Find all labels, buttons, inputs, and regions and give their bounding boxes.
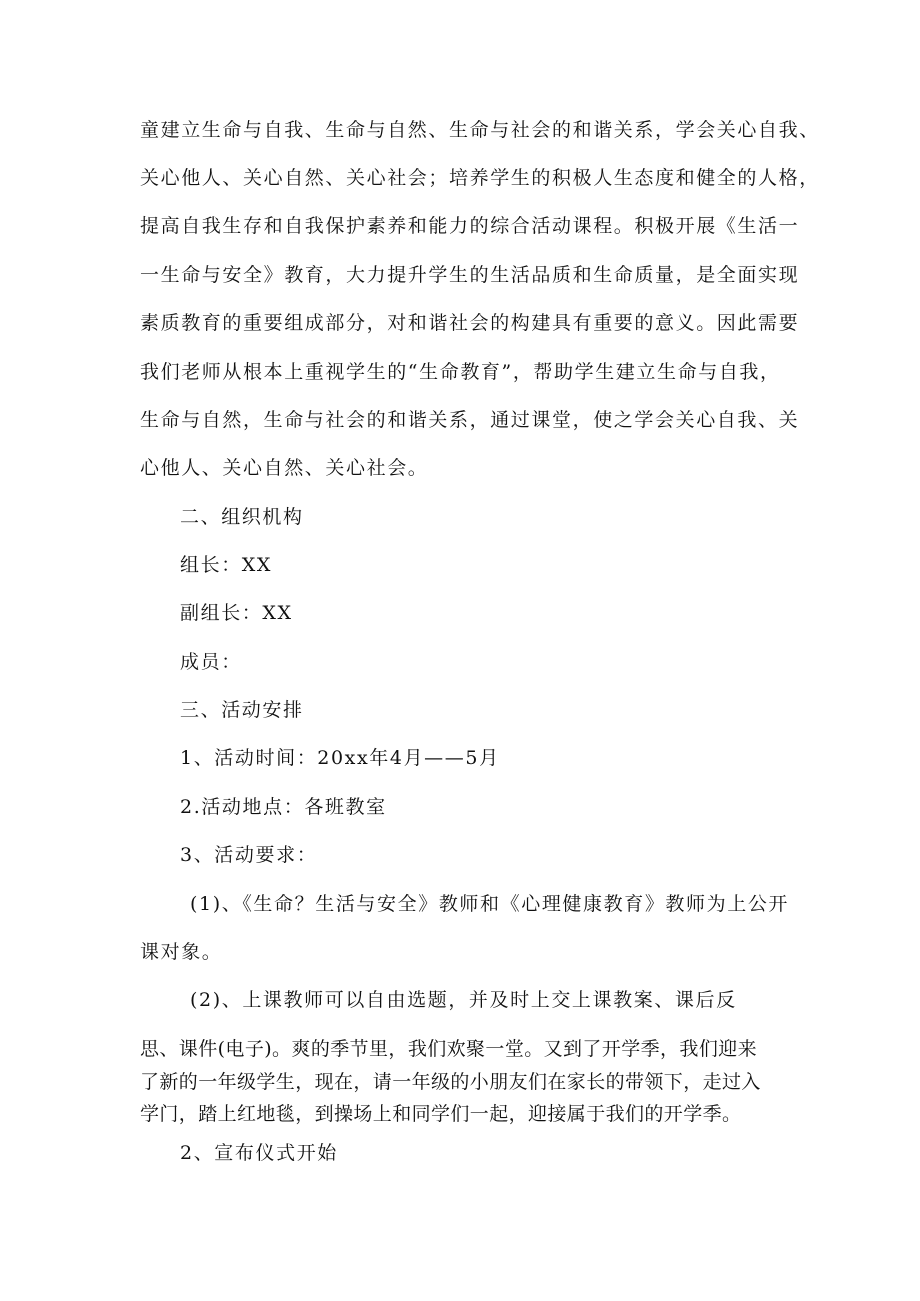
vice-leader-line: 副组长：XX	[180, 602, 293, 624]
section-heading-activities: 三、活动安排	[180, 699, 304, 721]
section-heading-organization: 二、组织机构	[180, 506, 304, 528]
requirement-1-line: 课对象。	[140, 941, 223, 963]
paragraph-line: 生命与自然，生命与社会的和谐关系，通过课堂，使之学会关心自我、关	[140, 409, 800, 431]
members-line: 成员：	[180, 651, 242, 673]
requirement-2-line: 了新的一年级学生，现在，请一年级的小朋友们在家长的带领下，走过入	[140, 1071, 761, 1093]
paragraph-line: 一生命与安全》教育，大力提升学生的生活品质和生命质量，是全面实现	[140, 264, 800, 286]
requirement-2-line: (2)、上课教师可以自由选题，并及时上交上课教案、课后反	[190, 989, 737, 1011]
paragraph-line: 素质教育的重要组成部分，对和谐社会的构建具有重要的意义。因此需要	[140, 312, 800, 334]
leader-line: 组长：XX	[180, 554, 273, 576]
paragraph-line: 童建立生命与自我、生命与自然、生命与社会的和谐关系，学会关心自我、	[140, 119, 820, 141]
paragraph-line: 提高自我生存和自我保护素养和能力的综合活动课程。积极开展《生活一	[140, 215, 800, 237]
activity-time: 1、活动时间：20xx年4月——5月	[180, 747, 500, 769]
requirement-1-line: (1)、《生命？生活与安全》教师和《心理健康教育》教师为上公开	[190, 893, 790, 915]
ceremony-start-line: 2、宣布仪式开始	[180, 1142, 338, 1164]
paragraph-line: 关心他人、关心自然、关心社会；培养学生的积极人生态度和健全的人格，	[140, 167, 820, 189]
activity-requirements: 3、活动要求：	[180, 844, 318, 866]
paragraph-line: 我们老师从根本上重视学生的“生命教育”，帮助学生建立生命与自我，	[140, 361, 781, 383]
requirement-2-line: 学门，踏上红地毯，到操场上和同学们一起，迎接属于我们的开学季。	[140, 1103, 742, 1125]
paragraph-line: 心他人、关心自然、关心社会。	[140, 457, 429, 479]
activity-location: 2.活动地点：各班教室	[180, 796, 387, 818]
requirement-2-line: 思、课件(电子)。爽的季节里，我们欢聚一堂。又到了开学季，我们迎来	[140, 1038, 758, 1060]
